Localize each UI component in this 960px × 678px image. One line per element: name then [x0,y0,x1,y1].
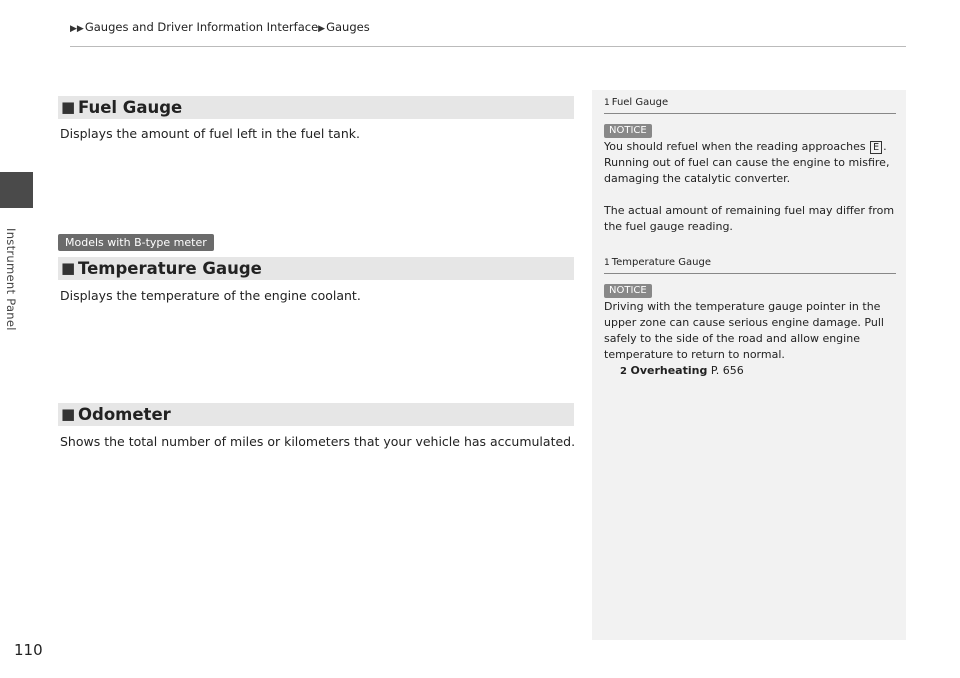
header-divider [70,46,906,47]
section-square-icon: ■ [61,405,76,423]
note-text-line: temperature to return to normal. [604,348,785,361]
section-square-icon: ■ [61,98,76,116]
note-heading-fuel-gauge [604,96,896,114]
reference-marker-icon: 1 [604,98,610,108]
chapter-side-label-text: Instrument Panel [4,228,18,331]
cross-reference-overheating[interactable] [604,363,896,380]
cross-reference-page[interactable]: P. 656 [710,364,744,377]
page-number: 110 [14,641,43,659]
odometer-description: Shows the total number of miles or kilometers that your vehicle has accumulated. [60,434,576,449]
chapter-side-label [4,228,30,348]
note-text-line: the fuel gauge reading. [604,220,733,233]
section-header-fuel-gauge [58,96,574,119]
empty-indicator-icon: E [870,141,882,154]
notice-badge: NOTICE [604,284,652,298]
note-text-line: Running out of fuel can cause the engine to misfire, [604,156,890,169]
note-heading-text: Temperature Gauge [611,257,711,268]
section-square-icon: ■ [61,259,76,277]
temperature-gauge-description: Displays the temperature of the engine coolant. [60,288,361,303]
breadcrumb-marker-icon: ▶▶ [70,24,84,34]
section-title-odometer: Odometer [78,405,171,424]
note-heading-temperature-gauge [604,256,896,274]
fuel-gauge-description: Displays the amount of fuel left in the fuel tank. [60,126,360,141]
note-text-line: damaging the catalytic converter. [604,172,791,185]
breadcrumb-link-gauges-interface[interactable]: Gauges and Driver Information Interface [84,20,319,34]
model-applicability-tag: Models with B-type meter [58,234,214,251]
section-title-temperature-gauge: Temperature Gauge [78,259,262,278]
note-text-line: safely to the side of the road and allow engine [604,332,860,345]
breadcrumb [70,20,370,34]
section-header-odometer [58,403,574,426]
note-text-punct: . [883,140,887,153]
cross-reference-label[interactable]: Overheating [630,364,708,377]
note-text-line: You should refuel when the reading approaches [604,140,866,153]
breadcrumb-link-gauges[interactable]: Gauges [326,20,370,34]
note-temperature-gauge [604,256,896,380]
reference-marker-icon: 1 [604,258,610,268]
note-fuel-gauge [604,96,896,235]
breadcrumb-separator-icon: ▶ [318,24,326,34]
note-body-temperature-gauge [604,299,896,380]
notice-badge: NOTICE [604,124,652,138]
note-heading-text: Fuel Gauge [611,97,669,108]
section-title-fuel-gauge: Fuel Gauge [78,98,183,117]
note-text-line: Driving with the temperature gauge pointer in the [604,300,881,313]
note-text-line: The actual amount of remaining fuel may differ from [604,204,895,217]
chapter-tab-marker [0,172,33,208]
section-header-temperature-gauge [58,257,574,280]
side-notes-panel [592,90,906,640]
note-body-fuel-gauge [604,139,896,235]
cross-reference-arrow-icon: 2 [620,366,627,377]
note-text-line: upper zone can cause serious engine damage. Pull [604,316,884,329]
